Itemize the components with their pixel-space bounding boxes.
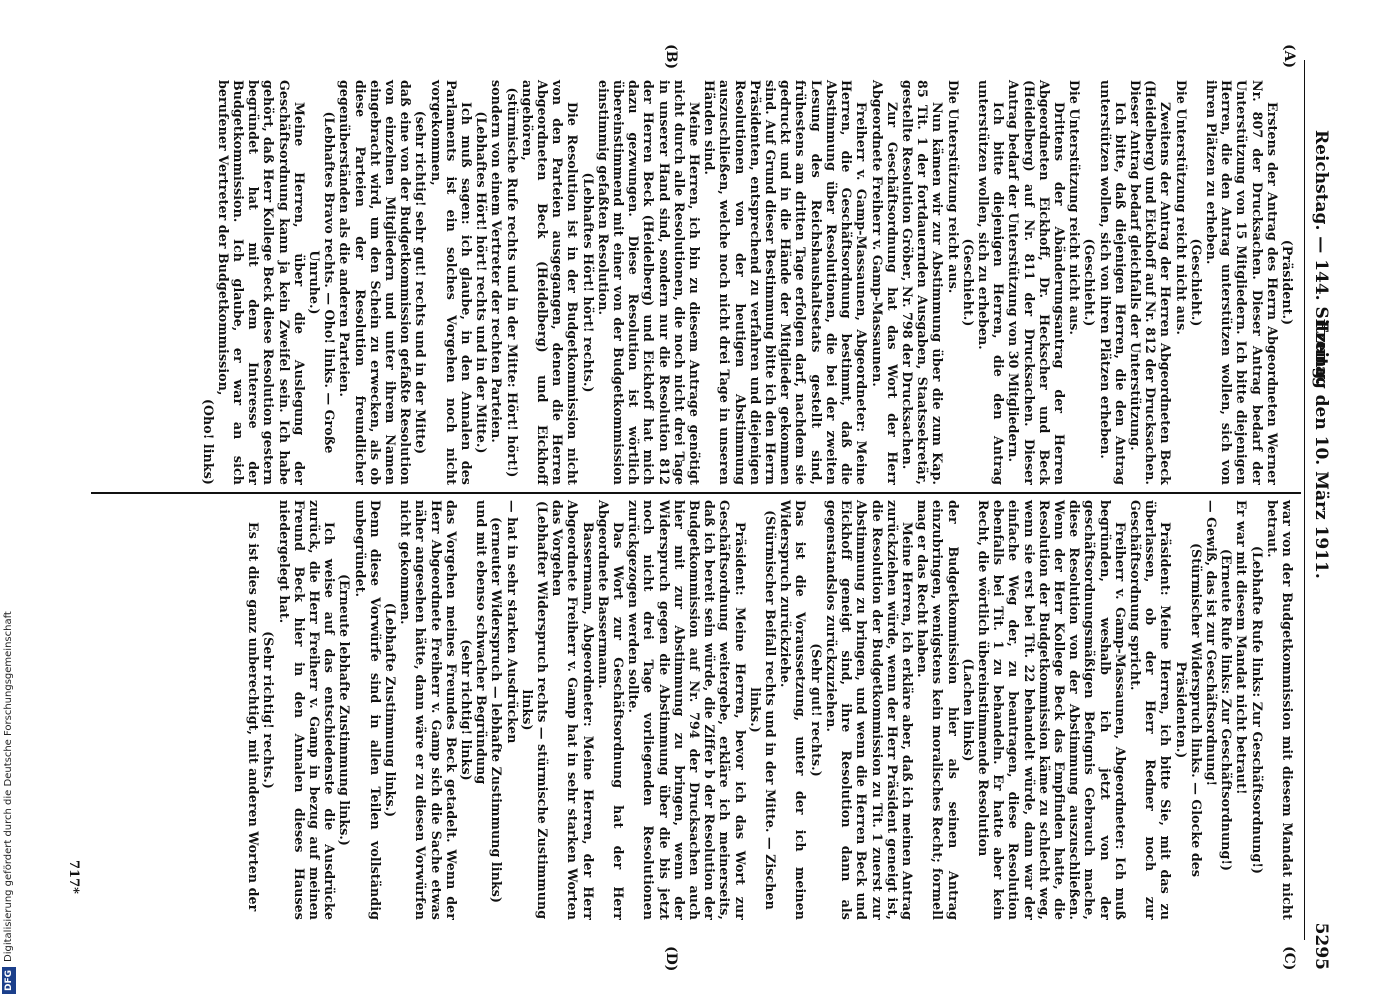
- paragraph: (Sehr gut! rechts.): [808, 643, 824, 777]
- paragraph: Zur Geschäftsordnung hat das Wort der Herr Abgeordnete Freiherr v. Gamp-Massaunen.: [869, 80, 900, 485]
- paragraph: (erneuter Widerspruch — lebhafte Zustimmung links): [489, 516, 505, 904]
- page-header: [1305, 70, 1335, 970]
- paragraph: (sehr richtig! links): [459, 639, 475, 781]
- paragraph: (Lebhafter Widerspruch rechts — stürmische Zustimmung links): [519, 500, 551, 920]
- paragraph: (Lebhaftes Hört! hört! rechts und in der Mitte.): [474, 111, 490, 454]
- paragraph: Präsident: Meine Herren, bevor ich das Wort zur Geschäftsordnung weitergebe, erkläre ich meinerseits, daß ich bereit sein würde, die Ziffer b der Resolution der Budgetkommission auf Nr. 794 der Drucksachen auch hier mit zur Abstimmung zu bringen, wenn der Widerspruch gegen die Abstimmung über die bis jetzt noch nicht drei Tage vorliegenden Resolutionen zurückgezogen werden sollte.: [626, 500, 748, 920]
- paragraph: Ich bitte, daß diejenigen Herren, die den Antrag unterstützen wollen, sich von ihren Plätzen erheben.: [1097, 80, 1128, 485]
- paragraph: (Geschieht.): [1188, 238, 1204, 327]
- paragraph: Freiherr v. Gamp-Massaunen, Abgeordneter: Ich muß begründen, weshalb ich jetzt von der geschäftsordnungsmäßigen Befugnis Gebrauch mache, diese Resolution von der Abstimmung auszuschließen. Wenn der Herr Kollege Beck das Empfinden hatte, die Resolution der Budgetkommission käme zu schlecht weg, wenn sie erst bei Tit. 22 behandelt würde, dann war der einfache Weg der, zu beantragen, diese Resolution ebenfalls bei Tit. 1 zu behandeln. Er hatte aber kein Recht, die wörtlich übereinstimmende Resolution: [975, 500, 1128, 920]
- paragraph: das Vorgehen meines Freundes Beck getadelt. Wenn der Herr Abgeordnete Freiherr v. Gamp sich die Sache etwas näher angesehen hätte, dann wäre er zu diesen Vorwürfen nicht gekommen.: [398, 500, 459, 920]
- margin-marker-d: (D): [663, 946, 679, 972]
- paragraph: (Oho! links): [200, 398, 216, 485]
- margin-marker-c: (C): [1281, 946, 1297, 971]
- header-left: Reichstag. — 144. Sitzung.: [1311, 130, 1331, 386]
- paragraph: (Erneute lebhafte Zustimmung links.): [337, 574, 353, 846]
- paragraph: Meine Herren, ich bin zu diesem Antrage genötigt nicht durch alle Resolutionen, die noch nicht drei Tage in unserer Hand sind, sondern nur die Resolution 812 der Herren Beck (Heidelberg) und Eickhoff hat mich dazu gezwungen. Diese Resolution ist wörtlich übereinstimmend mit einer von der Budgetkommission einstimmig gefaßten Resolution.: [595, 80, 703, 485]
- paragraph: war von der Budgetkommission mit diesem Mandat nicht betraut.: [1264, 500, 1295, 920]
- paragraph: Die Unterstützung reicht aus.: [945, 80, 961, 294]
- paragraph: (Lebhafte Zustimmung links.): [383, 602, 399, 818]
- paragraph: — Gewiß, das ist zur Geschäftsordnung!: [1203, 500, 1219, 787]
- paragraph: Ich muß sagen: ich glaube, in den Annalen des Parlaments ist ein solches Vorgehen noch nicht vorgekommen,: [428, 80, 475, 485]
- paragraph: Die Unterstützung reicht nicht aus.: [1173, 80, 1189, 335]
- digitization-credit: [0, 0, 18, 1000]
- page-number: 5295: [1311, 922, 1331, 970]
- credit-text: Digitalisierung gefördert durch die Deutsche Forschungsgemeinschaft: [3, 611, 14, 962]
- paragraph: der Budgetkommission hier als seinen Antrag einzubringen, wenigstens kein moralisches Recht; formell mag er das Recht haben.: [915, 500, 961, 920]
- paragraph: Präsident: Meine Herren, ich bitte Sie, mit das zu überlassen, ob der Herr Redner noch zur Geschäftsordnung spricht.: [1127, 500, 1174, 920]
- paragraph: sondern von einem Vertreter der rechten Parteien.: [489, 80, 505, 443]
- paragraph: Er war mit diesem Mandat nicht betraut!: [1234, 500, 1250, 795]
- header-center: Freitag den 10. März 1911.: [1311, 320, 1331, 579]
- text-column-left: [200, 80, 1295, 485]
- paragraph: Ich weise auf das entschiedenste die Ausdrücke zurück, die Herr Freiherr v. Gamp in bezug auf meinen Freund Beck hier in den Annalen dieses Hauses niedergelegt hat.: [276, 500, 338, 920]
- margin-marker-a: (A): [1281, 44, 1297, 69]
- signature-mark: 717*: [66, 860, 81, 894]
- paragraph: (Lebhafte Rufe links: Zur Geschäftsordnung!): [1249, 545, 1265, 875]
- text-column-right: [246, 500, 1295, 920]
- paragraph: und mit ebenso schwacher Begründung: [474, 500, 490, 785]
- paragraph: Die Unterstützung reicht nicht aus.: [1067, 80, 1083, 335]
- paragraph: Bassermann, Abgeordneter: Meine Herren, der Herr Abgeordnete Freiherr v. Gamp hat in sehr starken Worten das Vorgehen: [550, 500, 596, 920]
- paragraph: Es ist dies ganz unberechtigt, mit anderen Worten der: [246, 522, 262, 912]
- paragraph: Meine Herren, ich erkläre aber, daß ich meinen Antrag zurückziehen würde, wenn der Herr Präsident geneigt ist, die Resolution der Budgetkommission zu Tit. 1 zuerst zur Abstimmung zu bringen, und wenn die Herren Beck und Eickhoff geneigt sind, ihre Resolution dann als gegenstandslos zurückzuziehen.: [823, 500, 915, 920]
- paragraph: daß eine von der Budgetkommission gefaßte Resolution von einzelnen Mitgliedern und unter ihrem Namen eingebracht wird, um den Schein zu erwecken, als ob diese Parteien der Resolution freundlicher gegenüberständen als die anderen Parteien.: [337, 80, 414, 485]
- paragraph: (Erneute Rufe links: Zur Geschäftsordnung!): [1219, 548, 1235, 872]
- paragraph: Das ist die Voraussetzung, unter der ich meinen Widerspruch zurückziehe.: [778, 500, 809, 920]
- paragraph: Meine Herren, über die Auslegung der Geschäftsordnung kann ja kein Zweifel sein. Ich habe gehört, daß Herr Kollege Beck diese Resolution gestern begründet hat mit dem Interesse der Budgetkommission. Ich glaube, er war an sich berufener Vertreter der Budgetkommission,: [215, 80, 307, 485]
- paragraph: (Präsident.): [1280, 239, 1295, 326]
- column-divider: [91, 492, 1301, 494]
- paragraph: (Stürmischer Beifall rechts und in der Mitte. — Zischen links.): [747, 510, 779, 910]
- paragraph: (Geschieht.): [960, 238, 976, 327]
- paragraph: Denn diese Vorwürfe sind in allen Teilen vollständig unbegründet.: [352, 500, 383, 920]
- paragraph: Die Resolution ist in der Budgetkommission nicht von den Parteien ausgegangen, denen die Herren Abgeordneten Beck (Heidelberg) und Eickhoff angehören,: [519, 80, 581, 485]
- paragraph: Nun kämen wir zur Abstimmung über die zum Kap. 85 Tit. 1 der fortdauernden Ausgaben, Staatssekretär, gestellte Resolution Gröber, Nr. 798 der Drucksachen.: [899, 80, 946, 485]
- paragraph: (Lachen links): [960, 658, 976, 762]
- paragraph: Freiherr v. Gamp-Massaunen, Abgeordneter: Meine Herren, die Geschäftsordnung bestimmt, daß die Abstimmung über Resolutionen, die bei der zweiten Lesung des Reichshaushaltsetats gestellt sind, frühestens am dritten Tage erfolgen darf, nachdem sie gedruckt und in die Hände der Mitglieder gekommen sind. Auf Grund dieser Bestimmung bitte ich den Herrn Präsidenten, entsprechend zu verfahren und diejenigen Resolutionen von der heutigen Abstimmung auszuschließen, welche noch nicht drei Tage in unseren Händen sind.: [702, 80, 870, 485]
- paragraph: (Sehr richtig! rechts.): [261, 631, 277, 789]
- paragraph: — hat in sehr starken Ausdrücken: [504, 500, 520, 744]
- paragraph: (sehr richtig! sehr gut! rechts und in der Mitte): [413, 110, 429, 455]
- paragraph: Zweitens der Antrag der Herren Abgeordneten Beck (Heidelberg) und Eickhoff auf Nr. 812 der Drucksachen. Dieser Antrag bedarf gleichfalls der Unterstützung.: [1127, 80, 1174, 485]
- header-rule: [1304, 60, 1305, 940]
- paragraph: Erstens der Antrag des Herrn Abgeordneten Werner Nr. 807 der Drucksachen. Dieser Antrag bedarf der Unterstützung von 15 Mitgliedern. Ich bitte diejenigen Herren, die den Antrag unterstützen wollen, sich von ihren Plätzen zu erheben.: [1203, 80, 1280, 485]
- dfg-logo: DFG: [2, 967, 16, 994]
- paragraph: (Geschieht.): [1082, 238, 1098, 327]
- paragraph: (Lebhaftes Bravo rechts. — Oho! links. — Große Unruhe.): [307, 111, 338, 454]
- paragraph: Ich bitte diejenigen Herren, die den Antrag unterstützen wollen, sich zu erheben.: [975, 80, 1007, 485]
- paragraph: Das Wort zur Geschäftsordnung hat der Herr Abgeordnete Bassermann.: [595, 500, 627, 920]
- paragraph: Drittens der Abänderungsantrag der Herren Abgeordneten Eickhoff, Dr. Heckscher und Beck (Heidelberg) auf Nr. 811 der Drucksachen. Dieser Antrag bedarf der Unterstützung von 30 Mitgliedern.: [1006, 80, 1067, 485]
- paragraph: (Lebhaftes Hört! hört! rechts.): [580, 172, 596, 393]
- paragraph: (stürmische Rufe rechts und in der Mitte: Hört! hört!): [504, 87, 520, 478]
- paragraph: (Stürmischer Widerspruch links. — Glocke des Präsidenten.): [1173, 542, 1204, 878]
- margin-marker-b: (B): [663, 44, 679, 70]
